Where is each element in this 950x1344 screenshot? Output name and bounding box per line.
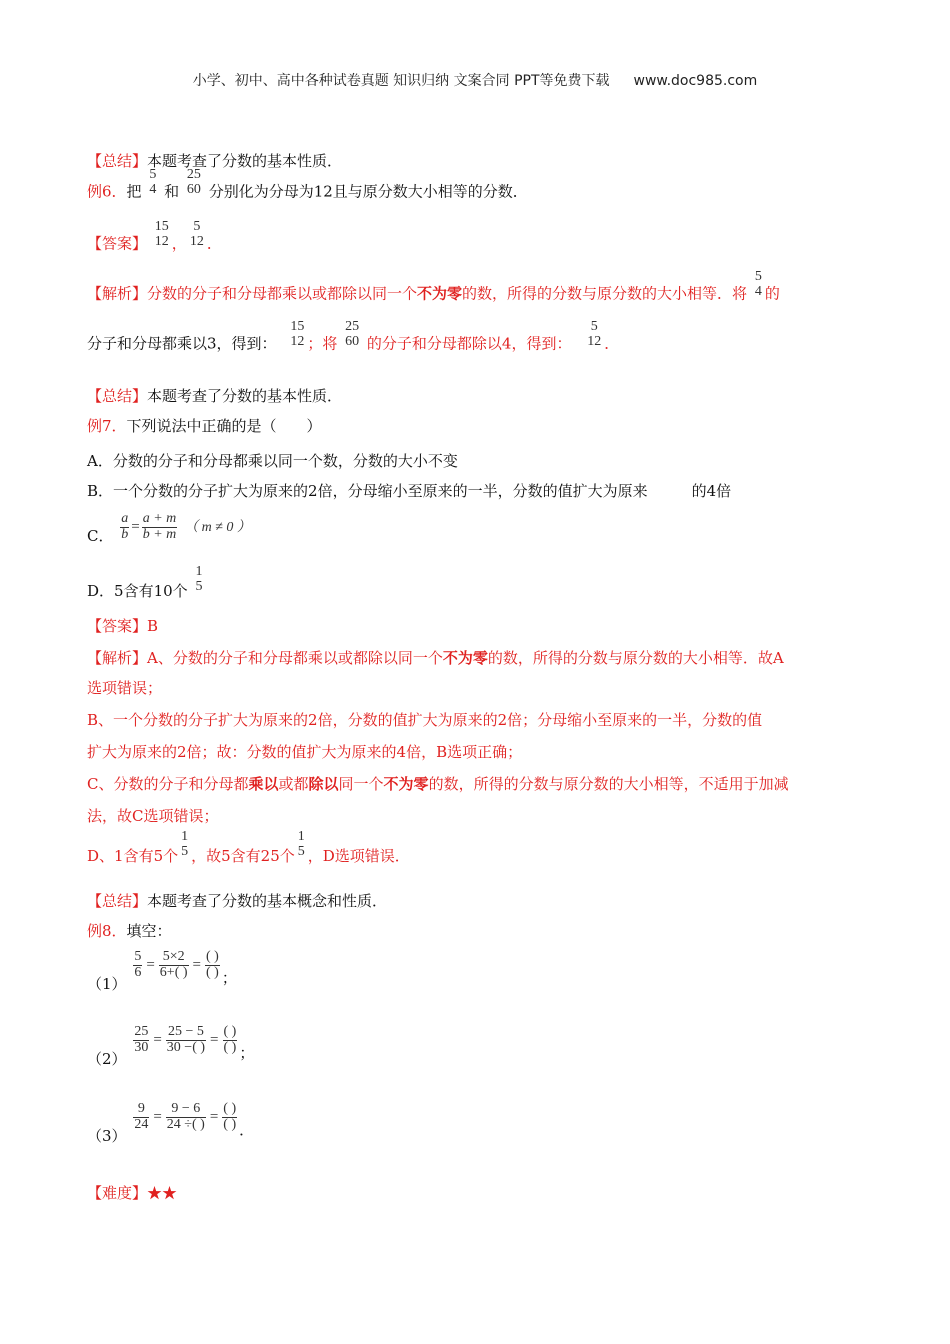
ex6-question: 例6．把 5 4 和 25 60 分别化为分母为12且与原分数大小相等的分数． [87,167,528,201]
ex7-option-c: C． $\frac{a}{b}$ = $\frac{a + m}{b + m}$ （ m ≠ 0 ） [87,511,251,546]
header-text: 小学、初中、高中各种试卷真题 知识归纳 文案合同 PPT等免费下载 [192,73,610,89]
fraction-a-b: $\frac{a}{b}$ [121,511,129,542]
ex7-question: 例7．下列说法中正确的是（ ） [87,417,322,435]
fraction-1-5-c: 1 5 [297,829,305,859]
ex7-analysis-c-cont: 法，故C选项错误； [87,807,219,825]
ex8-item-3: （3） $\frac{9}{24}$ = $\frac{9 - 6}{24 \div( )}$ = $\frac{( )}{( )}$ ． [87,1101,255,1146]
blank-fraction-3: $\frac{( )}{( )}$ [223,1101,237,1132]
fraction-15-12: 15 12 [154,219,169,249]
ex6-analysis-1: 【解析】分数的分子和分母都乘以或都除以同一个不为零的数，所得的分数与原分数的大小相等．将 5 4 的 [87,269,780,303]
fraction-9-6: $\frac{9 - 6}{24 \div( )}$ [166,1101,205,1132]
difficulty-stars: ★★ [147,1184,178,1202]
ex6-answer: 【答案】 15 12 ， 5 12 ． [87,219,222,253]
fraction-25-60-b: 25 60 [345,319,360,349]
ex7-analysis-d: D、1含有5个 1 5 ，故5含有25个 1 5 ，D选项错误． [87,829,410,865]
ex8-difficulty: 【难度】★★ [87,1184,178,1202]
fraction-9-24: $\frac{9}{24}$ [134,1101,149,1132]
fraction-5-4-b: 5 4 [754,269,762,299]
summary-1: 【总结】本题考查了分数的基本性质． [87,152,343,170]
fraction-am-bm: $\frac{a + m}{b + m}$ [142,511,177,542]
fraction-1-5-b: 1 5 [181,829,189,859]
ex7-option-a: A．分数的分子和分母都乘以同一个数，分数的大小不变 [87,452,458,470]
ex6-analysis-2: 分子和分母都乘以3，得到： 15 12 ；将 25 60 的分子和分母都除以4，得到： 5 12 ． [87,319,620,353]
fraction-1-5: 1 5 [195,564,203,594]
ex8-question: 例8．填空： [87,922,172,940]
header-url[interactable]: www.doc985.com [633,73,758,89]
ex7-analysis-b: B、一个分数的分子扩大为原来的2倍，分数的值扩大为原来的2倍；分母缩小至原来的一半，分数的值 [87,711,763,729]
ex7-summary: 【总结】本题考查了分数的基本概念和性质． [87,892,388,910]
ex7-option-b: B．一个分数的分子扩大为原来的2倍，分母缩小至原来的一半，分数的值扩大为原来 的4倍 [87,482,732,500]
fraction-5-4: 5 4 [149,167,157,197]
blank-fraction-1: $\frac{( )}{( )}$ [206,949,219,980]
fraction-15-12-b: 15 12 [290,319,305,349]
ex6-number: 例6． [87,182,127,201]
ex7-option-d: D．5含有10个 1 5 [87,564,203,600]
fraction-5-12: 5 12 [189,219,204,249]
ex8-item-2: （2） $\frac{25}{30}$ = $\frac{25 - 5}{30 -( )}$ = $\frac{( )}{( )}$ ； [87,1024,255,1069]
fraction-25-5: $\frac{25 - 5}{30 -( )}$ [166,1024,206,1055]
fraction-25-30: $\frac{25}{30}$ [134,1024,149,1055]
ex7-analysis-a-cont: 选项错误； [87,679,163,697]
ex7-answer: 【答案】B [87,617,159,635]
ex7-analysis-a: 【解析】A、分数的分子和分母都乘以或都除以同一个不为零的数，所得的分数与原分数的大小相等．故A [87,649,784,667]
fraction-25-60: 25 60 [186,167,201,197]
fraction-5-6: $\frac{5}{6}$ [134,949,142,980]
fraction-5x2: $\frac{5\times 2}{6+( )}$ [159,949,188,980]
page-header [0,70,950,90]
ex6-summary: 【总结】本题考查了分数的基本性质． [87,387,343,405]
blank-fraction-2: $\frac{( )}{( )}$ [223,1024,237,1055]
ex7-analysis-b-cont: 扩大为原来的2倍；故：分数的值扩大为原来的4倍，B选项正确； [87,743,523,761]
ex7-analysis-c: C、分数的分子和分母都乘以或都除以同一个不为零的数，所得的分数与原分数的大小相等，不适用于加减 [87,775,789,793]
ex8-item-1: （1） $\frac{5}{6}$ = $\frac{5\times 2}{6+( )}$ = $\frac{( )}{( )}$ ； [87,949,237,994]
fraction-5-12-b: 5 12 [587,319,602,349]
